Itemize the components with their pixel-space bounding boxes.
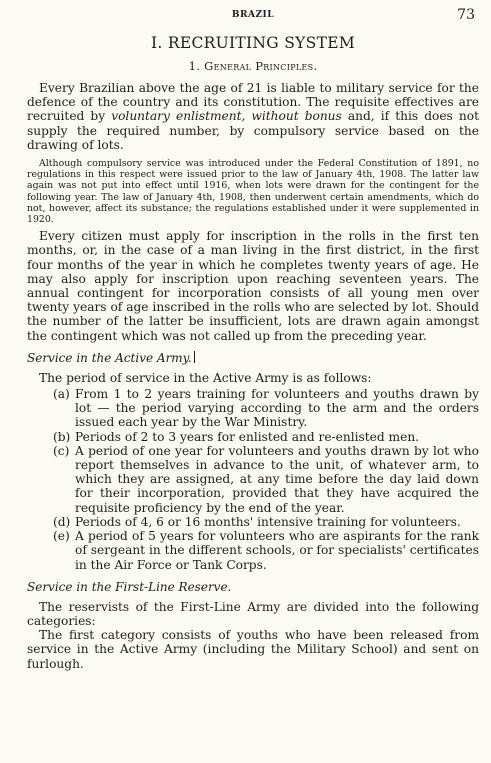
text-cursor: [194, 351, 195, 363]
intro-emphasis: voluntary enlistment, without bonus: [111, 109, 342, 124]
running-head: [27, 4, 479, 26]
list-item-text: A period of one year for volunteers and youths drawn by lot who report themselves in advance to the unit, of whatever arm, to which they are assigned, at any time before the day laid down for their incorporation, provided that they have acquired the requisite proficiency by the end of the year.: [75, 443, 479, 515]
page-number: 73: [457, 7, 475, 23]
list-item-text: From 1 to 2 years training for volunteers and youths drawn by lot — the period varying according to the arm and the orders issued each year by the War Ministry.: [75, 387, 479, 430]
reserve-paragraph-1: The reservists of the First-Line Army are divided into the following categories:: [27, 599, 479, 628]
reserve-heading: Service in the First-Line Reserve.: [27, 579, 232, 594]
service-period-list: [27, 387, 479, 572]
list-item-text: Periods of 4, 6 or 16 months' intensive training for volunteers.: [75, 514, 461, 529]
running-title: BRAZIL: [231, 10, 275, 20]
list-item-text: A period of 5 years for volunteers who are aspirants for the rank of sergeant in the different schools, or for specialists' certificates in the Air Force or Tank Corps.: [75, 529, 479, 572]
intro-text-start: Every Brazilian above the age of 21 is liable to military service for the defence of the country and its constitution. The requisite effectives are recruited by: [27, 81, 479, 124]
list-item: [53, 444, 479, 515]
intro-text-end: and, if this does not supply the required number, by compulsory service based on the drawing of lots.: [27, 109, 479, 152]
active-army-intro: The period of service in the Active Army is as follows:: [39, 370, 372, 385]
list-item: [53, 387, 479, 430]
list-marker: (e): [53, 529, 70, 544]
list-marker: (c): [53, 443, 70, 458]
chapter-title: I. RECRUITING SYSTEM: [150, 34, 355, 52]
list-item: [53, 529, 479, 572]
list-marker: (b): [53, 429, 71, 444]
inscription-paragraph: Every citizen must apply for inscription in the rolls in the first ten months, or, in the case of a man living in the first district, in the first four months of the year in which he completes twenty years of age. He may also apply for inscription upon reaching seventeen years. The annual contingent for incorporation consists of all young men over twenty years of age inscribed in the rolls who are selected by lot. Should the number of the latter be insufficient, lots are drawn again amongst the contingent which was not called up from the preceding year.: [27, 229, 479, 343]
reserve-paragraph-2: The first category consists of youths who have been released from service in the Active Army (including the Military School) and sent on furlough.: [27, 628, 479, 671]
intro-paragraph: [27, 81, 479, 152]
active-army-heading: Service in the Active Army.: [27, 351, 479, 365]
list-item: [53, 430, 479, 444]
list-marker: (d): [53, 514, 71, 529]
footnote-paragraph: Although compulsory service was introduced under the Federal Constitution of 1891, no regulations in this respect were issued prior to the law of January 4th, 1908. The latter law again was not put into effect until 1916, when lots were drawn for the contingent for the following year. The law of January 4th, 1908, then underwent certain amendments, which do not, however, affect its substance; the regulations established under it were supplemented in 1920.: [27, 158, 479, 226]
section-title: 1. General Principles.: [188, 59, 318, 73]
list-item-text: Periods of 2 to 3 years for enlisted and re-enlisted men.: [75, 429, 420, 444]
list-marker: (a): [53, 387, 70, 402]
list-item: [53, 515, 479, 529]
